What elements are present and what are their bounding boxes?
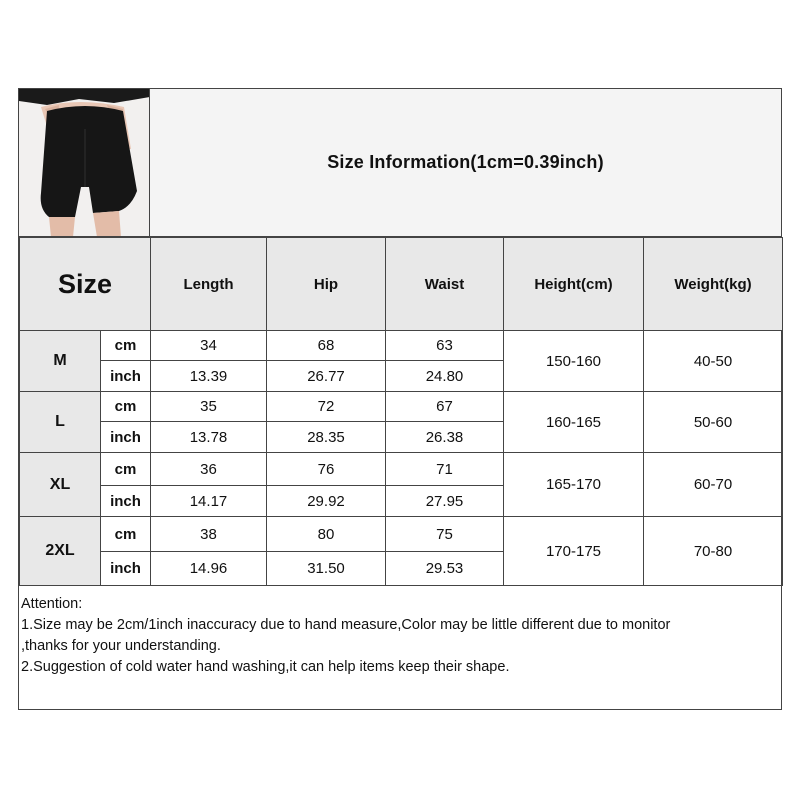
unit-cm: cm <box>101 517 151 552</box>
waist-cm: 75 <box>386 517 504 552</box>
length-cm: 36 <box>151 453 267 486</box>
length-inch: 14.96 <box>151 552 267 586</box>
waist-cm: 67 <box>386 392 504 422</box>
length-cm: 35 <box>151 392 267 422</box>
height-range: 160-165 <box>504 392 644 453</box>
notes-heading: Attention: <box>21 596 83 612</box>
hip-inch: 28.35 <box>267 422 386 453</box>
waist-cm: 63 <box>386 331 504 361</box>
size-label: M <box>20 331 101 392</box>
weight-range: 70-80 <box>644 517 783 586</box>
unit-inch: inch <box>101 552 151 586</box>
table-row <box>20 517 783 552</box>
size-chart <box>18 88 782 710</box>
shorts-image <box>19 89 150 237</box>
hip-inch: 29.92 <box>267 486 386 517</box>
hip-cm: 68 <box>267 331 386 361</box>
title-cell <box>150 89 781 237</box>
height-range: 150-160 <box>504 331 644 392</box>
size-label: 2XL <box>20 517 101 586</box>
unit-cm: cm <box>101 331 151 361</box>
unit-inch: inch <box>101 361 151 392</box>
hip-cm: 80 <box>267 517 386 552</box>
unit-cm: cm <box>101 392 151 422</box>
header-height: Height(cm) <box>504 238 644 331</box>
weight-range: 40-50 <box>644 331 783 392</box>
waist-inch: 24.80 <box>386 361 504 392</box>
length-inch: 14.17 <box>151 486 267 517</box>
size-label: XL <box>20 453 101 517</box>
length-inch: 13.78 <box>151 422 267 453</box>
height-range: 165-170 <box>504 453 644 517</box>
chart-title: Size Information(1cm=0.39inch) <box>327 152 604 172</box>
header-length: Length <box>151 238 267 331</box>
height-range: 170-175 <box>504 517 644 586</box>
waist-inch: 27.95 <box>386 486 504 517</box>
hip-inch: 26.77 <box>267 361 386 392</box>
waist-inch: 26.38 <box>386 422 504 453</box>
waist-inch: 29.53 <box>386 552 504 586</box>
length-inch: 13.39 <box>151 361 267 392</box>
hip-inch: 31.50 <box>267 552 386 586</box>
length-cm: 38 <box>151 517 267 552</box>
weight-range: 50-60 <box>644 392 783 453</box>
notes-line-3: 2.Suggestion of cold water hand washing,it can help items keep their shape. <box>21 659 510 675</box>
table-row <box>20 331 783 361</box>
header-size: Size <box>20 238 151 331</box>
waist-cm: 71 <box>386 453 504 486</box>
product-photo <box>19 89 150 237</box>
unit-cm: cm <box>101 453 151 486</box>
size-label: L <box>20 392 101 453</box>
notes-line-2: ,thanks for your understanding. <box>21 638 221 654</box>
hip-cm: 72 <box>267 392 386 422</box>
table-row <box>20 392 783 422</box>
unit-inch: inch <box>101 422 151 453</box>
header-waist: Waist <box>386 238 504 331</box>
hip-cm: 76 <box>267 453 386 486</box>
length-cm: 34 <box>151 331 267 361</box>
weight-range: 60-70 <box>644 453 783 517</box>
header-hip: Hip <box>267 238 386 331</box>
attention-notes <box>21 594 777 678</box>
size-table <box>19 237 783 586</box>
notes-line-1: 1.Size may be 2cm/1inch inaccuracy due to hand measure,Color may be little different due to monitor <box>21 617 671 633</box>
unit-inch: inch <box>101 486 151 517</box>
header-row <box>20 238 783 331</box>
table-row <box>20 453 783 486</box>
header-weight: Weight(kg) <box>644 238 783 331</box>
